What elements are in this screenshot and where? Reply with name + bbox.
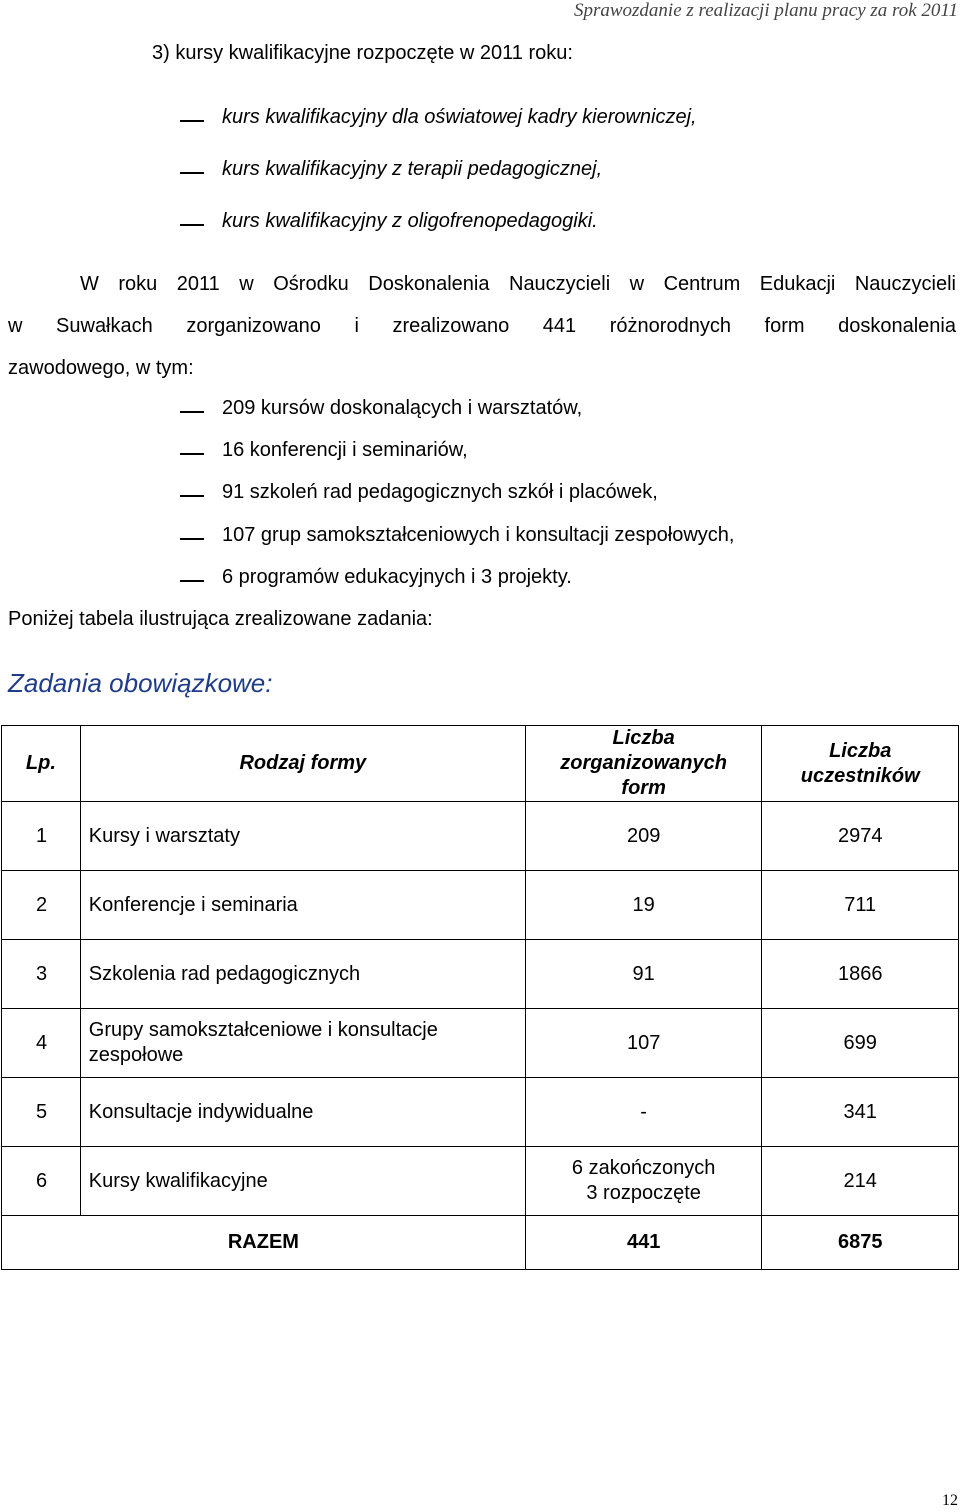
cell-lp: 6	[2, 1147, 81, 1216]
cell-participants: 214	[762, 1147, 959, 1216]
paragraph-line: zawodowego, w tym:	[8, 357, 194, 379]
list-item: 91 szkoleń rad pedagogicznych szkół i placówek,	[222, 481, 658, 503]
total-label: RAZEM	[2, 1216, 526, 1270]
table-total-row	[2, 1216, 959, 1270]
cell-form-type	[80, 1009, 525, 1078]
paragraph-line: W roku 2011 w Ośrodku Doskonalenia Nauczycieli w Centrum Edukacji Nauczycieli	[80, 273, 956, 295]
cell-line: 6 zakończonych	[571, 1157, 716, 1179]
dash-bullet	[180, 411, 204, 413]
list-item: kurs kwalifikacyjny z terapii pedagogicznej,	[222, 158, 603, 180]
cell-count	[525, 1147, 762, 1216]
dash-bullet	[180, 224, 204, 226]
cell-count: 19	[525, 871, 762, 940]
dash-bullet	[180, 538, 204, 540]
cell-form-type: Kursy kwalifikacyjne	[80, 1147, 525, 1216]
header-line: Liczba	[612, 727, 675, 749]
table-row	[2, 1009, 959, 1078]
list-item: kurs kwalifikacyjny z oligofrenopedagogiki.	[222, 210, 598, 232]
cell-participants: 341	[762, 1078, 959, 1147]
list-item: 6 programów edukacyjnych i 3 projekty.	[222, 566, 572, 588]
total-participants: 6875	[762, 1216, 959, 1270]
header-line: zorganizowanych	[560, 752, 727, 774]
cell-line: zespołowe	[88, 1044, 184, 1066]
dash-bullet	[180, 453, 204, 455]
cell-count: 107	[525, 1009, 762, 1078]
header-line: uczestników	[800, 764, 920, 787]
cell-form-type: Konsultacje indywidualne	[80, 1078, 525, 1147]
header-line: form	[621, 777, 666, 799]
table-intro: Poniżej tabela ilustrująca zrealizowane zadania:	[8, 608, 433, 630]
header-line: Liczba	[829, 739, 892, 762]
cell-form-type: Konferencje i seminaria	[80, 871, 525, 940]
cell-count: 209	[525, 802, 762, 871]
table-row	[2, 940, 959, 1009]
cell-line: Grupy samokształceniowe i konsultacje	[88, 1019, 438, 1041]
cell-lp: 3	[2, 940, 81, 1009]
paragraph-line: w Suwałkach zorganizowano i zrealizowano 441 różnorodnych form doskonalenia	[8, 315, 956, 337]
cell-participants: 699	[762, 1009, 959, 1078]
dash-bullet	[180, 580, 204, 582]
table-row	[2, 1078, 959, 1147]
table-row	[2, 871, 959, 940]
cell-count: -	[525, 1078, 762, 1147]
cell-participants: 1866	[762, 940, 959, 1009]
list-item: kurs kwalifikacyjny dla oświatowej kadry kierowniczej,	[222, 106, 697, 128]
cell-lp: 4	[2, 1009, 81, 1078]
table-row	[2, 1147, 959, 1216]
forms-table	[1, 725, 959, 1270]
header-participants	[762, 726, 959, 802]
cell-form-type: Kursy i warsztaty	[80, 802, 525, 871]
header-lp: Lp.	[2, 726, 81, 802]
cell-line: 3 rozpoczęte	[586, 1182, 701, 1204]
cell-participants: 711	[762, 871, 959, 940]
cell-count: 91	[525, 940, 762, 1009]
list-item: 209 kursów doskonalących i warsztatów,	[222, 397, 583, 419]
table-header-row	[2, 726, 959, 802]
cell-lp: 1	[2, 802, 81, 871]
list-item: 16 konferencji i seminariów,	[222, 439, 468, 461]
page-number: 12	[942, 1492, 958, 1509]
header-form-type: Rodzaj formy	[80, 726, 525, 802]
table-row	[2, 802, 959, 871]
dash-bullet	[180, 172, 204, 174]
total-count: 441	[525, 1216, 762, 1270]
cell-lp: 5	[2, 1078, 81, 1147]
list-item: 107 grup samokształceniowych i konsultacji zespołowych,	[222, 524, 735, 546]
cell-participants: 2974	[762, 802, 959, 871]
running-header: Sprawozdanie z realizacji planu pracy za rok 2011	[573, 0, 958, 21]
section-heading: Zadania obowiązkowe:	[8, 668, 273, 698]
dash-bullet	[180, 120, 204, 122]
cell-lp: 2	[2, 871, 81, 940]
dash-bullet	[180, 495, 204, 497]
cell-form-type: Szkolenia rad pedagogicznych	[80, 940, 525, 1009]
header-forms-count	[525, 726, 762, 802]
section-title: 3) kursy kwalifikacyjne rozpoczęte w 2011 roku:	[152, 42, 573, 64]
